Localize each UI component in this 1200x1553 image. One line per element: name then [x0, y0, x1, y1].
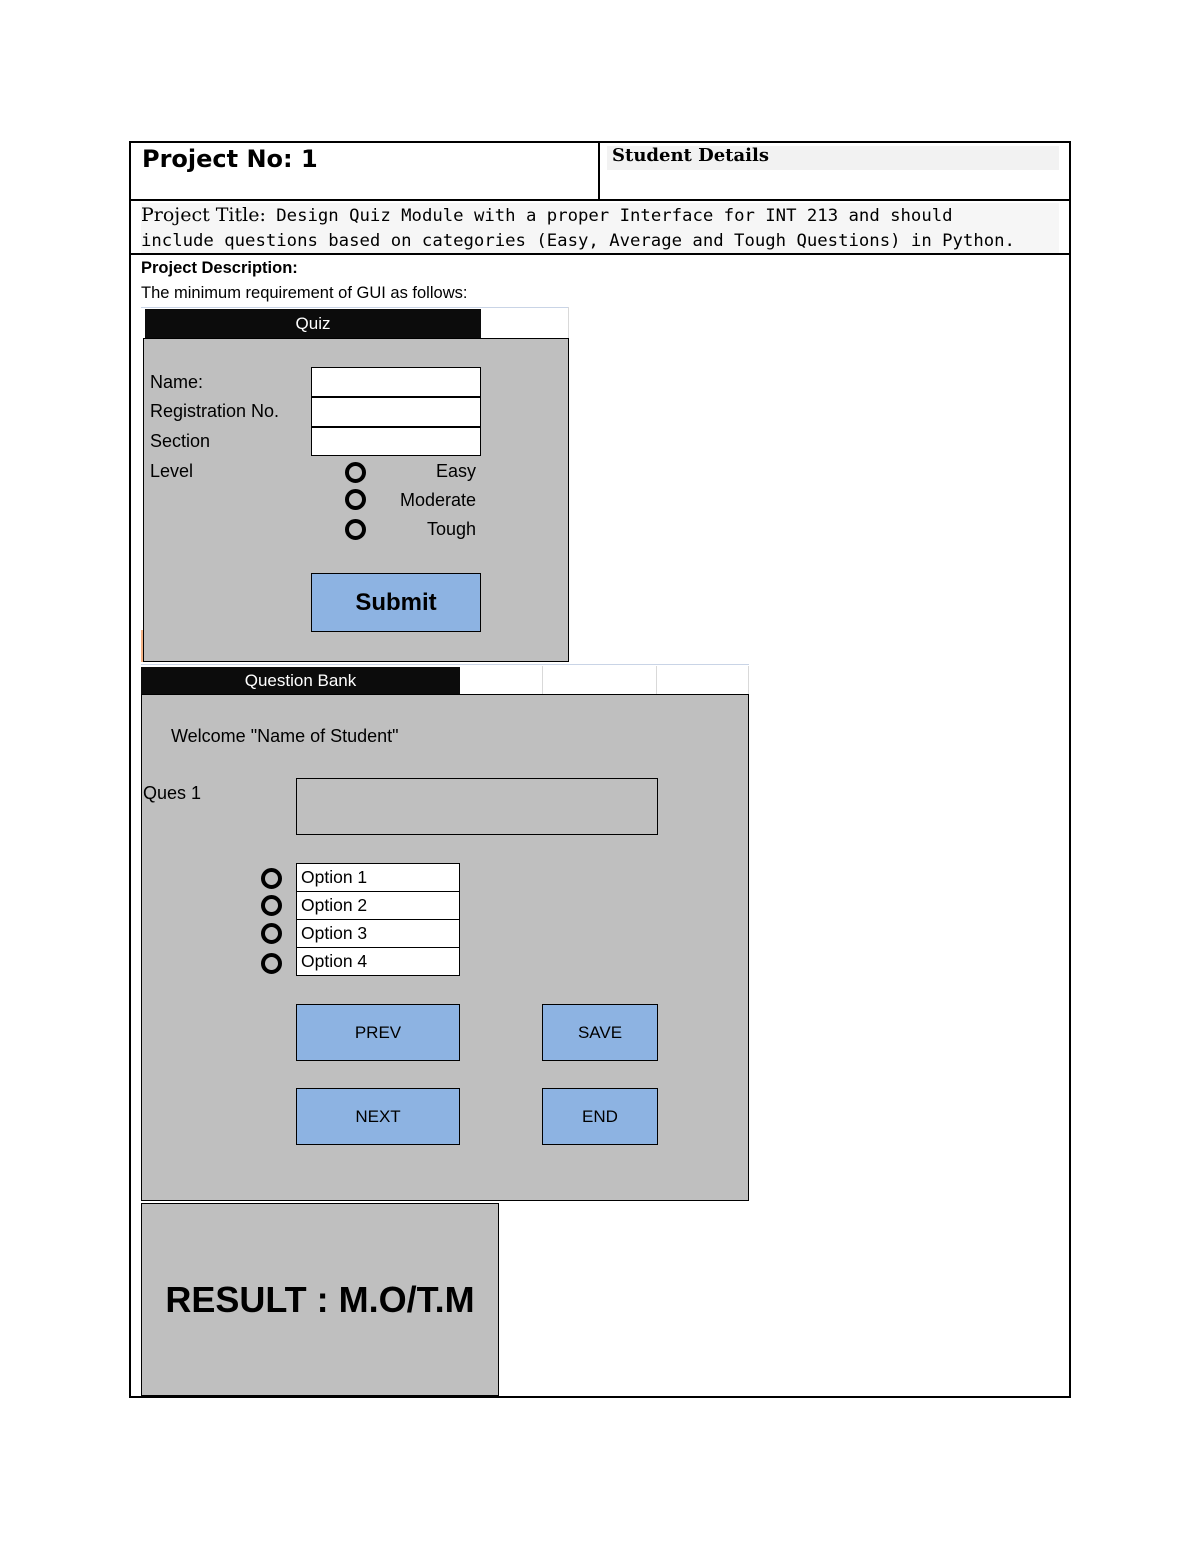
- project-title-line-1: [141, 204, 953, 226]
- option-2-box[interactable]: Option 2: [296, 891, 460, 920]
- registration-input[interactable]: [311, 397, 481, 427]
- next-button[interactable]: NEXT: [296, 1088, 460, 1145]
- registration-label: Registration No.: [150, 401, 280, 421]
- project-title-label: Project Title:: [141, 204, 266, 226]
- question-bank-title-bar: Question Bank: [141, 667, 460, 694]
- grid-line: [141, 664, 749, 665]
- prev-button[interactable]: PREV: [296, 1004, 460, 1061]
- project-description-label: Project Description:: [141, 259, 298, 277]
- level-moderate-label: Moderate: [399, 490, 476, 510]
- project-title-text: Design Quiz Module with a proper Interface for INT 213 and should: [276, 206, 953, 226]
- project-description-text: The minimum requirement of GUI as follows:: [141, 284, 468, 302]
- option-1-radio[interactable]: [261, 868, 282, 889]
- level-easy-radio[interactable]: [345, 462, 366, 483]
- grid-line: [748, 666, 749, 694]
- option-4-box[interactable]: Option 4: [296, 947, 460, 976]
- level-tough-label: Tough: [426, 519, 476, 539]
- grid-line: [542, 666, 543, 694]
- question-label: Ques 1: [143, 783, 202, 803]
- quiz-title-bar: Quiz: [145, 309, 481, 338]
- header-divider: [598, 141, 600, 201]
- option-2-radio[interactable]: [261, 895, 282, 916]
- name-input[interactable]: [311, 367, 481, 397]
- option-3-radio[interactable]: [261, 923, 282, 944]
- level-easy-label: Easy: [435, 461, 476, 481]
- section-label: Section: [150, 431, 211, 451]
- grid-line: [568, 307, 569, 339]
- submit-button[interactable]: Submit: [311, 573, 481, 632]
- header-rule: [129, 199, 1071, 201]
- grid-line: [141, 307, 569, 308]
- grid-line: [656, 666, 657, 694]
- result-panel: RESULT : M.O/T.M: [141, 1203, 499, 1396]
- project-number: Project No: 1: [142, 145, 318, 173]
- level-moderate-radio[interactable]: [345, 489, 366, 510]
- welcome-text: Welcome "Name of Student": [171, 726, 399, 746]
- title-rule: [129, 253, 1071, 255]
- option-4-radio[interactable]: [261, 953, 282, 974]
- end-button[interactable]: END: [542, 1088, 658, 1145]
- section-input[interactable]: [311, 427, 481, 456]
- option-1-box[interactable]: Option 1: [296, 863, 460, 892]
- question-text-box: [296, 778, 658, 835]
- level-tough-radio[interactable]: [345, 519, 366, 540]
- name-label: Name:: [150, 372, 204, 392]
- student-details-label: Student Details: [612, 145, 769, 166]
- level-label: Level: [150, 461, 194, 481]
- save-button[interactable]: SAVE: [542, 1004, 658, 1061]
- project-title-line-2: include questions based on categories (Easy, Average and Tough Questions) in Python.: [141, 231, 1015, 251]
- option-3-box[interactable]: Option 3: [296, 919, 460, 948]
